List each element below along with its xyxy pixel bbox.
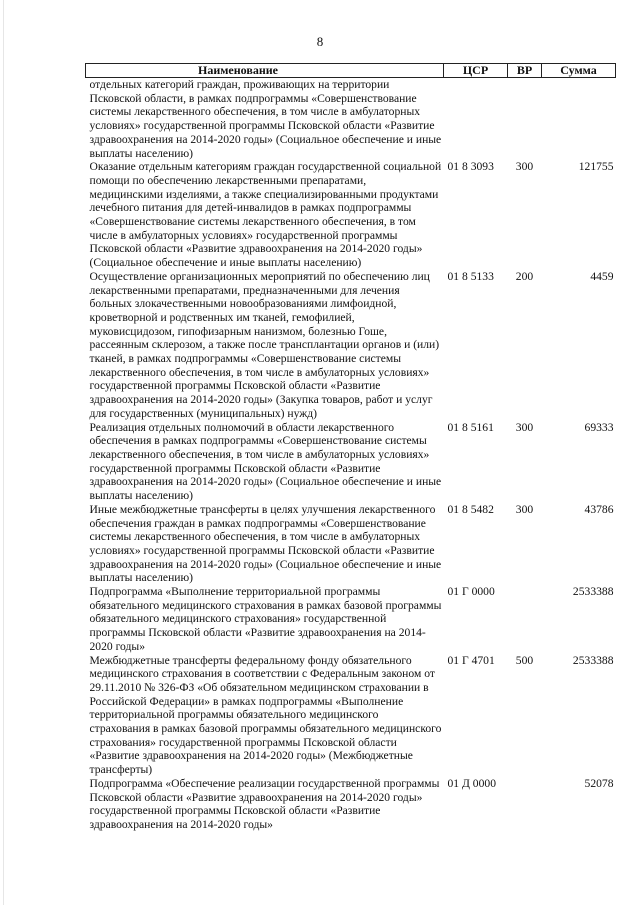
row-vr: 300 bbox=[515, 160, 534, 174]
table-row bbox=[86, 585, 616, 654]
page-number: 8 bbox=[316, 34, 324, 49]
row-csr: 01 Г 0000 bbox=[447, 585, 495, 599]
header-name: Наименование bbox=[86, 64, 444, 78]
row-sum: 121755 bbox=[578, 160, 614, 174]
row-sum: 69333 bbox=[584, 420, 614, 434]
row-name: Подпрограмма «Обеспечение реализации государственной программы Псковской области «Развитие здравоохранения на 2014-2020 годы» государственной программы Псковской области «Развитие здравоохранения на 2014-2020 годы» bbox=[89, 776, 440, 831]
budget-table bbox=[85, 63, 616, 832]
row-name: Иные межбюджетные трансферты в целях улучшения лекарственного обеспечения граждан в рамках подпрограммы «Совершенствование системы лекарственного обеспечения, в том числе в амбулаторных условиях» государственной программы Псковской области «Развитие здравоохранения на 2014-2020 годы» (Социальное обеспечение и иные выплаты населению) bbox=[89, 502, 442, 585]
table-row bbox=[86, 78, 616, 161]
row-name: Осуществление организационных мероприятий по обеспечению лиц лекарственными препаратами, предназначенными для лечения больных злокачественными новообразованиями лимфоидной, кроветворной и родственных им тканей, гемофилией, муковисцидозом, гипофизарным нанизмом, болезнью Гоше, рассеянным склерозом, а также после трансплантации органов и (или) тканей, в рамках подпрограммы «Совершенствование системы лекарственного обеспечения, в том числе в амбулаторных условиях» государственной программы Псковской области «Развитие здравоохранения на 2014-2020 годы» (Закупка товаров, работ и услуг для государственных (муниципальных) нужд) bbox=[89, 269, 440, 420]
row-vr bbox=[508, 78, 542, 161]
row-vr bbox=[508, 585, 542, 654]
row-csr: 01 8 3093 bbox=[447, 160, 494, 174]
row-sum: 43786 bbox=[584, 502, 614, 516]
table-row bbox=[86, 270, 616, 421]
row-name: Межбюджетные трансферты федеральному фонду обязательного медицинского страхования в соответствии с Федеральным законом от 29.11.2010 № 326-ФЗ «Об обязательном медицинском страховании в Российской Федерации» в рамках подпрограммы «Выполнение территориальной программы обязательного медицинского страхования в рамках базовой программы обязательного медицинского страхования» государственной программы Псковской области «Развитие здравоохранения на 2014-2020 годы» (Межбюджетные трансферты) bbox=[89, 653, 442, 777]
table-row bbox=[86, 777, 616, 832]
row-name: Реализация отдельных полномочий в области лекарственного обеспечения в рамках подпрограммы «Совершенствование системы лекарственного обеспечения, в том числе в амбулаторных условиях» государственной программы Псковской области «Развитие здравоохранения на 2014-2020 годы» (Социальное обеспечение и иные выплаты населению) bbox=[89, 420, 442, 503]
row-sum: 4459 bbox=[590, 269, 614, 283]
row-vr: 300 bbox=[515, 502, 534, 516]
row-vr: 500 bbox=[515, 653, 534, 667]
row-csr: 01 Г 4701 bbox=[447, 653, 495, 667]
row-sum: 52078 bbox=[584, 776, 614, 790]
row-name: отдельных категорий граждан, проживающих на территории Псковской области, в рамках подпрограммы «Совершенствование системы лекарственного обеспечения, в том числе в амбулаторных условиях» государственной программы Псковской области «Развитие здравоохранения на 2014-2020 годы» (Социальное обеспечение и иные выплаты населению) bbox=[89, 78, 442, 160]
row-csr: 01 8 5482 bbox=[447, 502, 494, 516]
table-row bbox=[86, 160, 616, 270]
row-vr: 300 bbox=[515, 420, 534, 434]
row-name: Подпрограмма «Выполнение территориальной программы обязательного медицинского страхования в рамках базовой программы обязательного медицинского страхования» государственной программы Псковской области «Развитие здравоохранения на 2014-2020 годы» bbox=[89, 585, 442, 653]
row-sum: 2533388 bbox=[572, 585, 614, 599]
scan-edge-line bbox=[3, 0, 4, 905]
row-sum: 2533388 bbox=[572, 653, 614, 667]
table-row bbox=[86, 654, 616, 777]
header-sum: Сумма bbox=[542, 64, 616, 78]
table-row bbox=[86, 421, 616, 503]
row-csr bbox=[444, 78, 508, 161]
row-vr bbox=[508, 777, 542, 832]
header-csr: ЦСР bbox=[444, 64, 508, 78]
row-csr: 01 Д 0000 bbox=[447, 776, 496, 790]
table-row bbox=[86, 503, 616, 585]
row-sum bbox=[542, 78, 616, 161]
row-csr: 01 8 5133 bbox=[447, 269, 494, 283]
row-name: Оказание отдельным категориям граждан государственной социальной помощи по обеспечению лекарственными препаратами, медицинскими изделиями, а также специализированными продуктами лечебного питания для детей-инвалидов в рамках подпрограммы «Совершенствование системы лекарственного обеспечения, в том числе в амбулаторных условиях» государственной программы Псковской области «Развитие здравоохранения на 2014-2020 годы» (Социальное обеспечение и иные выплаты населению) bbox=[89, 160, 442, 270]
header-vr: ВР bbox=[508, 64, 542, 78]
row-csr: 01 8 5161 bbox=[447, 420, 494, 434]
table-header-row bbox=[86, 64, 616, 78]
row-vr: 200 bbox=[515, 269, 534, 283]
